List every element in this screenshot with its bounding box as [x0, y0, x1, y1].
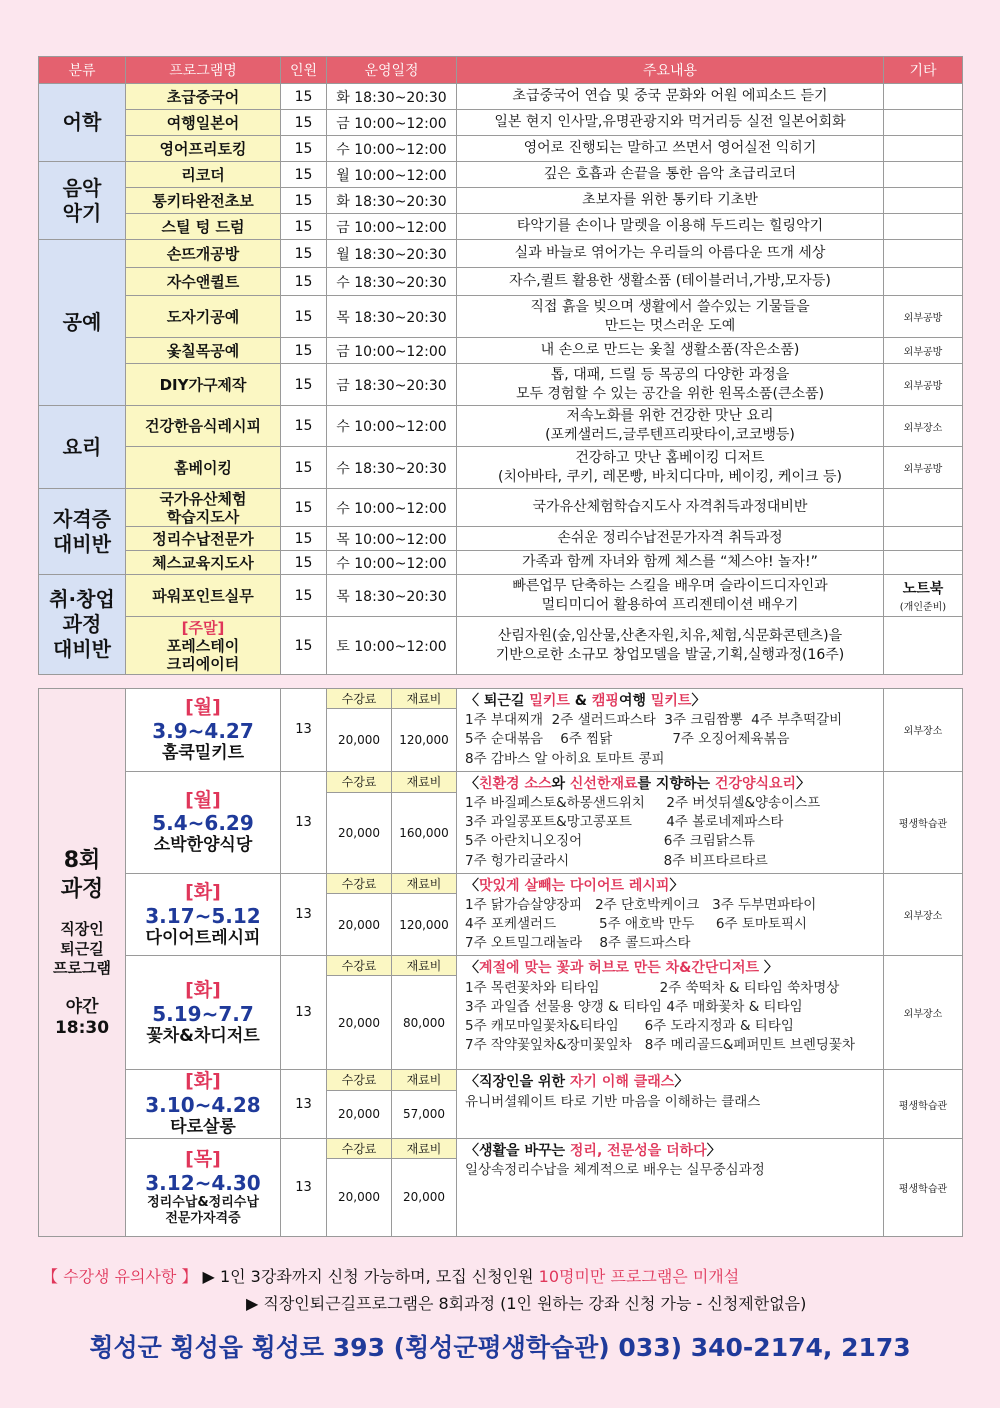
etc: 노트북 (개인준비) [884, 575, 963, 617]
content: 톱, 대패, 드릴 등 목공의 다양한 과정을 모두 경험할 수 있는 공간을 위한 원목소품(큰소품) [457, 364, 884, 406]
program-name: DIY가구제작 [126, 364, 281, 406]
course-time: 야간 18:30 [54, 996, 110, 1038]
week-line: 5주 아란치니오징어 6주 크림닭스튜 [465, 833, 755, 850]
program-name: 여행일본어 [126, 110, 281, 136]
etc [884, 551, 963, 575]
schedule: 금 10:00~12:00 [327, 214, 457, 240]
schedule: 화 18:30~20:30 [327, 84, 457, 110]
material-fee: 120,000 [392, 893, 457, 956]
schedule: 금 10:00~12:00 [327, 110, 457, 136]
category-cell: 요리 [39, 406, 126, 489]
etc [884, 110, 963, 136]
people-count: 13 [281, 956, 327, 1070]
people-count: 15 [281, 338, 327, 364]
program-header-row [39, 771, 963, 792]
schedule: 수 10:00~12:00 [327, 406, 457, 447]
notice-line-2: ▶ 직장인퇴근길프로그램은 8회과정 (1인 원하는 강좌 신청 가능 - 신청제한없음) [246, 1294, 807, 1313]
etc: 평생학습관 [884, 1138, 963, 1236]
etc [884, 268, 963, 296]
table-row [39, 84, 963, 110]
etc: 외부장소 [884, 406, 963, 447]
content: 직접 흙을 빚으며 생활에서 쓸수있는 기물들을 만드는 멋스러운 도예 [457, 296, 884, 338]
program-day: [화] [185, 979, 221, 1002]
program-description [457, 771, 884, 873]
people-count: 15 [281, 489, 327, 527]
schedule: 목 10:00~12:00 [327, 527, 457, 551]
program-dates: 5.4~6.29 [152, 811, 254, 836]
evening-program-table [38, 688, 963, 1237]
content: 자수,퀼트 활용한 생활소품 (테이블러너,가방,모자등) [457, 268, 884, 296]
program-name: 체스교육지도사 [126, 551, 281, 575]
people-count: 15 [281, 617, 327, 675]
fee-header: 수강료 [327, 873, 392, 893]
etc: 외부공방 [884, 364, 963, 406]
etc: 외부장소 [884, 873, 963, 956]
category-cell: 취·창업 과정 대비반 [39, 575, 126, 675]
tuition-fee: 20,000 [327, 1090, 392, 1138]
people-count: 13 [281, 1070, 327, 1138]
people-count: 13 [281, 689, 327, 772]
people-count: 15 [281, 406, 327, 447]
week-line: 1주 부대찌개 2주 샐러드파스타 3주 크림짬뽕 4주 부추떡갈비 [465, 712, 843, 729]
material-header: 재료비 [392, 873, 457, 893]
fee-header: 수강료 [327, 689, 392, 709]
material-fee: 160,000 [392, 792, 457, 873]
program-name: 영어프리토킹 [126, 136, 281, 162]
program-name: 소박한양식당 [153, 835, 253, 856]
people-count: 15 [281, 268, 327, 296]
fee-header: 수강료 [327, 956, 392, 976]
tuition-fee: 20,000 [327, 893, 392, 956]
table-row [39, 296, 963, 338]
schedule: 금 10:00~12:00 [327, 338, 457, 364]
week-line: 1주 닭가슴살양장피 2주 단호박케이크 3주 두부면파타이 [465, 896, 817, 913]
address-contact: 횡성군 횡성읍 횡성로 393 (횡성군평생학습관) 033) 340-2174, 2173 [89, 1333, 911, 1362]
week-line: 7주 오트밀그래놀라 8주 콜드파스타 [465, 935, 691, 952]
etc [884, 214, 963, 240]
program-header-row [39, 689, 963, 709]
program-name: 손뜨개공방 [126, 240, 281, 268]
schedule: 목 18:30~20:30 [327, 296, 457, 338]
etc: 외부공방 [884, 447, 963, 489]
schedule: 수 10:00~12:00 [327, 489, 457, 527]
program-name: 리코더 [126, 162, 281, 188]
schedule: 수 18:30~20:30 [327, 447, 457, 489]
content: 일본 현지 인사말,유명관광지와 먹거리등 실전 일본어회화 [457, 110, 884, 136]
program-theme: 〈직장인을 위한 자기 이해 클래스〉 [465, 1074, 689, 1091]
people-count: 15 [281, 110, 327, 136]
program-description [457, 1070, 884, 1138]
program-name: [주말] 포레스테이 크리에이터 [126, 617, 281, 675]
people-count: 13 [281, 873, 327, 956]
content: 타악기를 손이나 말렛을 이용해 두드리는 힐링악기 [457, 214, 884, 240]
week-line: 5주 순대볶음 6주 찜닭 7주 오징어제육볶음 [465, 731, 790, 748]
content: 내 손으로 만드는 옻칠 생활소품(작은소품) [457, 338, 884, 364]
program-cell [126, 1138, 281, 1236]
content: 실과 바늘로 엮어가는 우리들의 아름다운 뜨개 세상 [457, 240, 884, 268]
program-name: 홈쿡밀키트 [161, 743, 245, 764]
table-row [39, 527, 963, 551]
program-name: 정리수납전문가 [126, 527, 281, 551]
etc [884, 188, 963, 214]
table-row [39, 551, 963, 575]
table-row [39, 575, 963, 617]
people-count: 15 [281, 575, 327, 617]
week-line: 1주 바질페스토&하몽샌드위치 2주 버섯뒤셀&양송이스프 [465, 795, 821, 812]
program-header-row [39, 1070, 963, 1090]
program-day: [월] [185, 788, 221, 811]
program-cell [126, 873, 281, 956]
program-description [457, 956, 884, 1070]
table-row [39, 162, 963, 188]
table-row [39, 110, 963, 136]
program-name: 국가유산체험 학습지도사 [126, 489, 281, 527]
etc [884, 489, 963, 527]
table-row [39, 136, 963, 162]
tuition-fee: 20,000 [327, 709, 392, 772]
week-line: 5주 캐모마일꽃차&티타임 6주 도라지정과 & 티타임 [465, 1018, 794, 1035]
tuition-fee: 20,000 [327, 1158, 392, 1236]
program-dates: 3.9~4.27 [152, 719, 254, 744]
program-name: 파워포인트실무 [126, 575, 281, 617]
week-line: 7주 작약꽃잎차&장미꽃잎차 8주 메리골드&페퍼민트 브렌딩꽃차 [465, 1037, 856, 1054]
header-people: 인원 [281, 57, 327, 84]
content: 빠른업무 단축하는 스킬을 배우며 슬라이드디자인과 멀티미디어 활용하여 프리젠테이션 배우기 [457, 575, 884, 617]
category-cell: 공예 [39, 240, 126, 406]
category-cell: 어학 [39, 84, 126, 162]
schedule: 수 10:00~12:00 [327, 136, 457, 162]
week-line: 1주 목련꽃차와 티타임 2주 쑥떡차 & 티타임 쑥차명상 [465, 979, 840, 996]
program-dates: 3.10~4.28 [145, 1093, 261, 1118]
program-theme: 〈맛있게 살빼는 다이어트 레시피〉 [465, 877, 684, 894]
schedule: 월 10:00~12:00 [327, 162, 457, 188]
program-name: 자수앤퀼트 [126, 268, 281, 296]
program-cell [126, 956, 281, 1070]
content: 손쉬운 정리수납전문가자격 취득과정 [457, 527, 884, 551]
people-count: 13 [281, 771, 327, 873]
course-target: 직장인 퇴근길 프로그램 [53, 920, 111, 978]
material-fee: 120,000 [392, 709, 457, 772]
program-description [457, 873, 884, 956]
program-name: 정리수납&정리수납 전문가자격증 [147, 1194, 259, 1226]
people-count: 15 [281, 240, 327, 268]
tuition-fee: 20,000 [327, 976, 392, 1070]
program-theme: 〈친환경 소스와 신선한재료를 지향하는 건강양식요리〉 [465, 775, 811, 792]
people-count: 15 [281, 447, 327, 489]
content: 국가유산체험학습지도사 자격취득과정대비반 [457, 489, 884, 527]
fee-header: 수강료 [327, 1138, 392, 1158]
material-fee: 57,000 [392, 1090, 457, 1138]
table-row [39, 447, 963, 489]
people-count: 15 [281, 188, 327, 214]
program-dates: 3.12~4.30 [145, 1170, 261, 1195]
program-dates: 3.17~5.12 [145, 903, 261, 928]
table-row [39, 188, 963, 214]
week-line: 7주 헝가리굴라시 8주 비프타르타르 [465, 852, 768, 869]
people-count: 15 [281, 84, 327, 110]
category-cell: 음악 악기 [39, 162, 126, 240]
notice-warning: 10명미만 프로그램은 미개설 [538, 1267, 740, 1286]
content: 가족과 함께 자녀와 함께 체스를 “체스야! 놀자!” [457, 551, 884, 575]
program-description [457, 1138, 884, 1236]
table-row [39, 214, 963, 240]
program-name: 도자기공예 [126, 296, 281, 338]
program-day: [월] [185, 696, 221, 719]
schedule: 수 10:00~12:00 [327, 551, 457, 575]
etc: 평생학습관 [884, 771, 963, 873]
program-name: 초급중국어 [126, 84, 281, 110]
program-day: [화] [185, 1070, 221, 1093]
table-row [39, 617, 963, 675]
schedule: 목 18:30~20:30 [327, 575, 457, 617]
week-line: 유니버셜웨이트 타로 기반 마음을 이해하는 클래스 [465, 1093, 761, 1110]
table-row [39, 268, 963, 296]
header-program: 프로그램명 [126, 57, 281, 84]
program-day: [목] [185, 1148, 221, 1171]
program-header-row [39, 1138, 963, 1158]
material-header: 재료비 [392, 1138, 457, 1158]
program-description [457, 689, 884, 772]
table-row [39, 406, 963, 447]
people-count: 15 [281, 162, 327, 188]
header-schedule: 운영일정 [327, 57, 457, 84]
content: 저속노화를 위한 건강한 맛난 요리 (포케샐러드,글루텐프리팟타이,코코뱅등) [457, 406, 884, 447]
header-etc: 기타 [884, 57, 963, 84]
table-row [39, 240, 963, 268]
etc: 외부공방 [884, 296, 963, 338]
etc [884, 527, 963, 551]
program-name: 통키타완전초보 [126, 188, 281, 214]
schedule: 토 10:00~12:00 [327, 617, 457, 675]
course-count: 8회 과정 [60, 848, 104, 902]
etc [884, 240, 963, 268]
schedule: 화 18:30~20:30 [327, 188, 457, 214]
fee-header: 수강료 [327, 771, 392, 792]
program-cell [126, 689, 281, 772]
weekend-tag: [주말] [181, 618, 225, 637]
program-name: 타로살롱 [170, 1117, 236, 1138]
course-category-cell [39, 689, 126, 1237]
week-line: 3주 과일콩포트&망고콩포트 4주 볼로네제파스타 [465, 814, 784, 831]
schedule: 수 18:30~20:30 [327, 268, 457, 296]
program-theme: 〈계절에 맞는 꽃과 허브로 만든 차&간단디저트 〉 [465, 960, 778, 977]
table-header-row [39, 57, 963, 84]
table-row [39, 364, 963, 406]
program-name: 다이어트레시피 [145, 927, 261, 948]
people-count: 15 [281, 214, 327, 240]
etc [884, 84, 963, 110]
program-dates: 5.19~7.7 [152, 1002, 254, 1027]
content: 깊은 호흡과 손끝을 통한 음악 초급리코더 [457, 162, 884, 188]
material-header: 재료비 [392, 689, 457, 709]
material-header: 재료비 [392, 1070, 457, 1090]
schedule: 월 18:30~20:30 [327, 240, 457, 268]
week-line: 일상속정리수납을 체계적으로 배우는 실무중심과정 [465, 1161, 765, 1178]
tuition-fee: 20,000 [327, 792, 392, 873]
program-day: [화] [185, 880, 221, 903]
program-header-row [39, 956, 963, 976]
content: 초보자를 위한 통키타 기초반 [457, 188, 884, 214]
program-name: 홈베이킹 [126, 447, 281, 489]
notice-label: 【 수강생 유의사항 】 [42, 1267, 198, 1286]
category-cell: 자격증 대비반 [39, 489, 126, 575]
week-line: 8주 감바스 알 아히요 토마트 콩피 [465, 750, 665, 767]
program-name: 건강한음식레시피 [126, 406, 281, 447]
notice-line-1: 【 수강생 유의사항 】 ▶ 1인 3강좌까지 신청 가능하며, 모집 신청인원 10명미만 프로그램은 미개설 [42, 1267, 740, 1286]
people-count: 15 [281, 551, 327, 575]
material-header: 재료비 [392, 771, 457, 792]
program-cell [126, 1070, 281, 1138]
program-name: 옻칠목공예 [126, 338, 281, 364]
material-header: 재료비 [392, 956, 457, 976]
program-theme: 〈 퇴근길 밀키트 & 캠핑여행 밀키트〉 [465, 693, 706, 709]
etc [884, 617, 963, 675]
program-header-row [39, 873, 963, 893]
table-row [39, 338, 963, 364]
program-theme: 〈생활을 바꾸는 정리, 전문성을 더하다〉 [465, 1142, 721, 1159]
program-cell [126, 771, 281, 873]
etc: 평생학습관 [884, 1070, 963, 1138]
etc: 외부장소 [884, 689, 963, 772]
content: 영어로 진행되는 말하고 쓰면서 영어실전 익히기 [457, 136, 884, 162]
program-name: 꽃차&차디저트 [146, 1026, 260, 1047]
etc [884, 136, 963, 162]
fee-header: 수강료 [327, 1070, 392, 1090]
header-content: 주요내용 [457, 57, 884, 84]
people-count: 15 [281, 136, 327, 162]
people-count: 15 [281, 296, 327, 338]
content: 초급중국어 연습 및 중국 문화와 어원 에피소드 듣기 [457, 84, 884, 110]
week-line: 3주 과일즙 선물용 양갱 & 티타임 4주 매화꽃차 & 티타임 [465, 998, 803, 1015]
etc [884, 162, 963, 188]
etc: 외부공방 [884, 338, 963, 364]
header-category: 분류 [39, 57, 126, 84]
content: 건강하고 맛난 홈베이킹 디저트 (치아바타, 쿠키, 레몬빵, 바치디다마, 베이킹, 케이크 등) [457, 447, 884, 489]
table-row [39, 489, 963, 527]
week-line: 4주 포케샐러드 5주 애호박 만두 6주 토마토픽시 [465, 916, 808, 933]
program-table [38, 56, 963, 675]
people-count: 15 [281, 364, 327, 406]
material-fee: 20,000 [392, 1158, 457, 1236]
schedule: 금 18:30~20:30 [327, 364, 457, 406]
content: 산림자원(숲,임산물,산촌자원,치유,체험,식문화콘텐츠)을 기반으로한 소규모 창업모델을 발굴,기획,실행과정(16주) [457, 617, 884, 675]
people-count: 15 [281, 527, 327, 551]
material-fee: 80,000 [392, 976, 457, 1070]
people-count: 13 [281, 1138, 327, 1236]
etc: 외부장소 [884, 956, 963, 1070]
program-name: 스틸 텅 드럼 [126, 214, 281, 240]
